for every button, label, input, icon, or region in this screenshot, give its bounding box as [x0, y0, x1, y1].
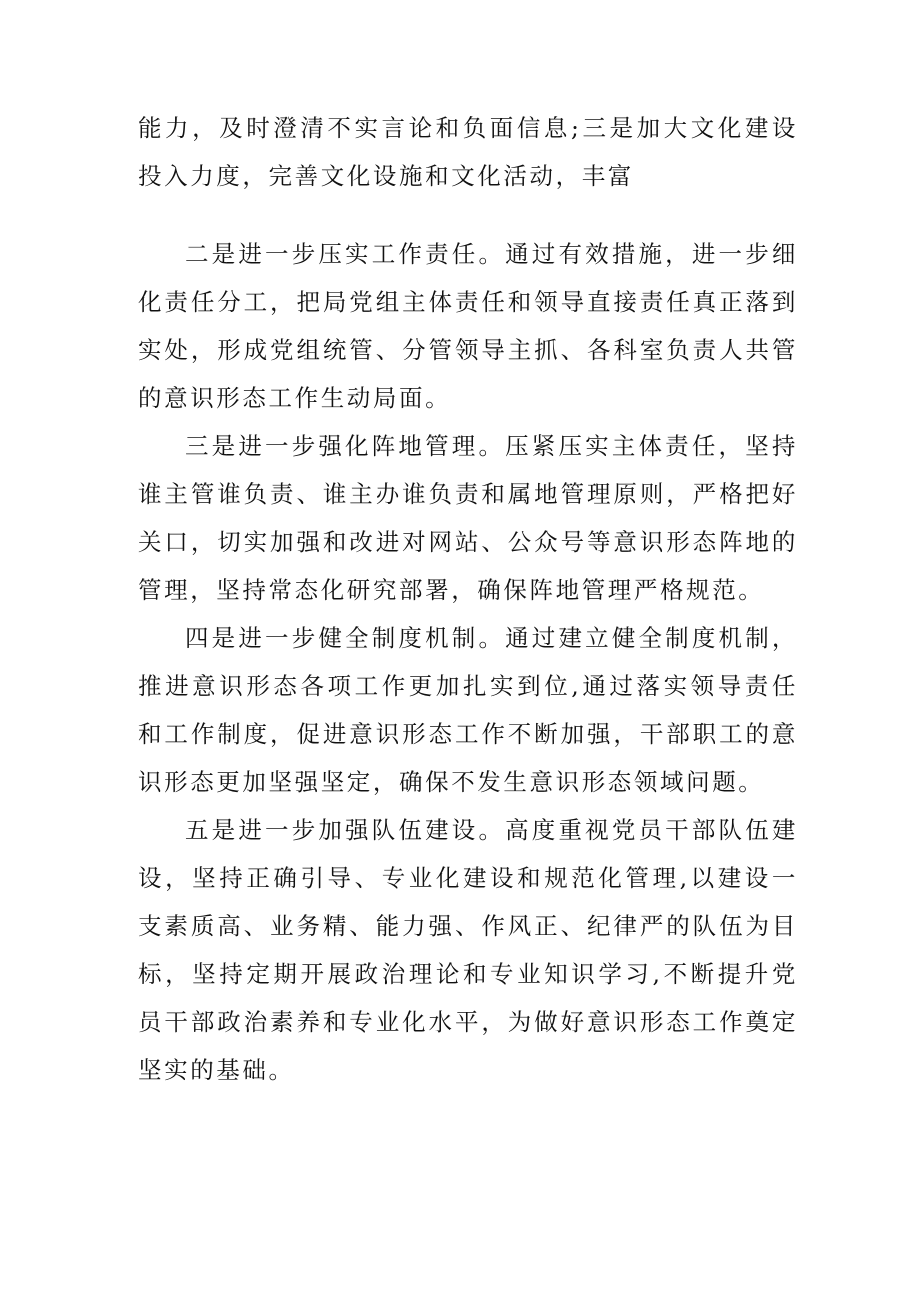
paragraph-1: 能力，及时澄清不实言论和负面信息;三是加大文化建设投入力度，完善文化设施和文化活动，丰富 [138, 114, 798, 190]
paragraph-3: 三是进一步强化阵地管理。压紧压实主体责任，坚持谁主管谁负责、谁主办谁负责和属地管理原则，严格把好关口，切实加强和改进对网站、公众号等意识形态阵地的管理，坚持常态化研究部署，确保阵地管理严格规范。 [138, 432, 798, 604]
document-body [138, 104, 798, 1094]
paragraph-2: 二是进一步压实工作责任。通过有效措施，进一步细化责任分工，把局党组主体责任和领导直接责任真正落到实处，形成党组统管、分管领导主抓、各科室负责人共管的意识形态工作生动局面。 [138, 240, 798, 412]
paragraph-5: 五是进一步加强队伍建设。高度重视党员干部队伍建设，坚持正确引导、专业化建设和规范化管理,以建设一支素质高、业务精、能力强、作风正、纪律严的队伍为目标，坚持定期开展政治理论和专业知识学习,不断提升党员干部政治素养和专业化水平，为做好意识形态工作奠定坚实的基础。 [138, 816, 798, 1084]
paragraph-4: 四是进一步健全制度机制。通过建立健全制度机制，推进意识形态各项工作更加扎实到位,通过落实领导责任和工作制度，促进意识形态工作不断加强，干部职工的意识形态更加坚强坚定，确保不发生意识形态领域问题。 [138, 624, 798, 796]
